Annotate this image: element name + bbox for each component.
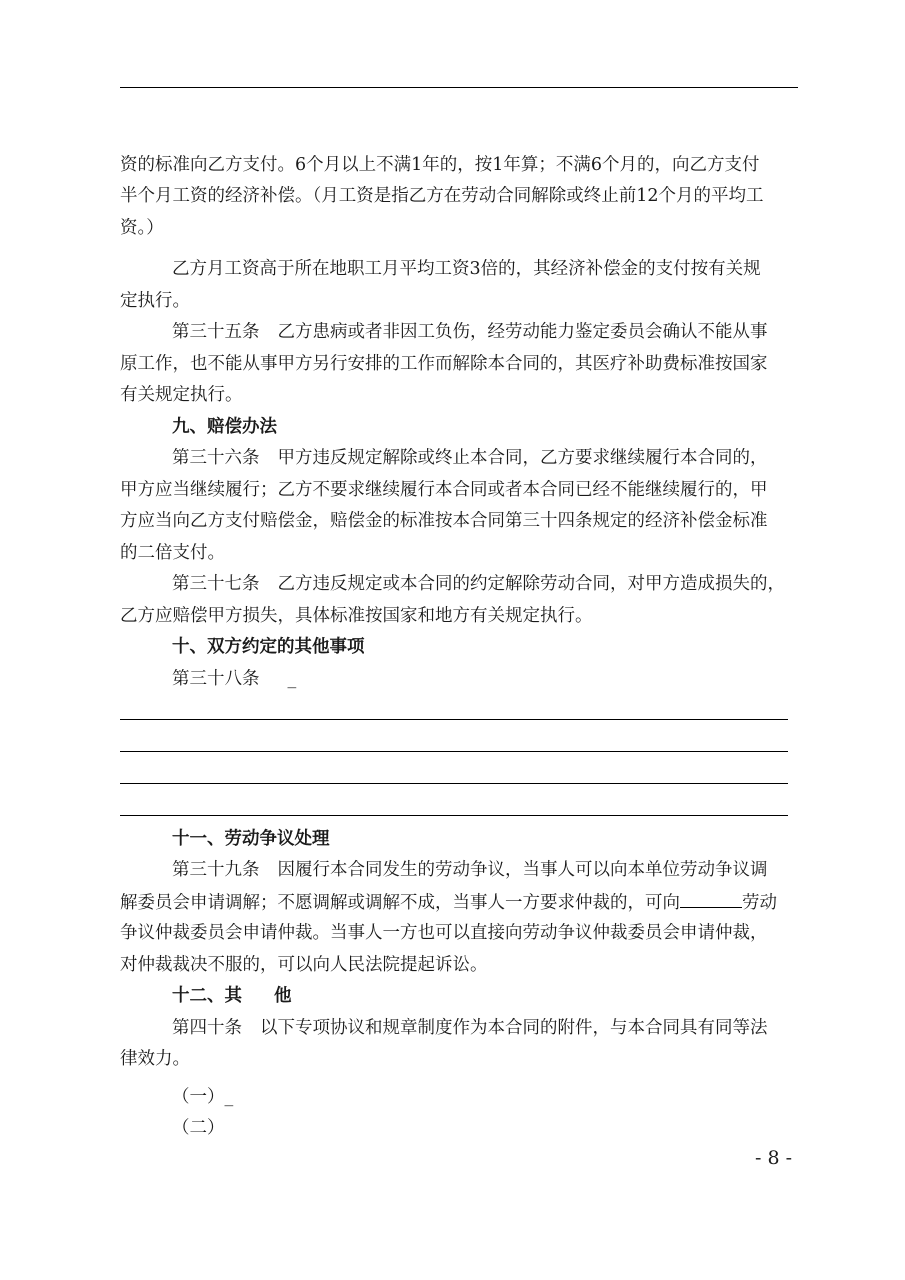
article-36-line: [172, 443, 844, 475]
article-39-text: 解委员会申请调解；不愿调解或调解不成，当事人一方要求仲裁的，可向: [120, 893, 680, 913]
fill-in-line: [120, 815, 788, 816]
article-40-text: 以下专项协议和规章制度作为本合同的附件，与本合同具有同等法: [260, 1018, 768, 1038]
annex-item-1: （一）_: [172, 1087, 234, 1107]
arbitration-venue-blank: [680, 887, 742, 908]
paragraph-line: 方应当向乙方支付赔偿金，赔偿金的标准按本合同第三十四条规定的经济补偿金标准: [120, 511, 768, 531]
paragraph-line: 的二倍支付。: [120, 543, 225, 563]
paragraph-line: 乙方应赔偿甲方损失，具体标准按国家和地方有关规定执行。: [120, 606, 593, 626]
section-12-heading: [172, 981, 844, 1013]
article-38-number: 第三十八条: [172, 669, 260, 689]
article-37-text: 乙方违反规定或本合同的约定解除劳动合同，对甲方造成损失的，: [277, 574, 785, 594]
fill-in-line: [120, 719, 788, 720]
article-39-line-2: [120, 887, 792, 920]
article-37-number: 第三十七条: [172, 574, 260, 594]
paragraph-line: 对仲裁裁决不服的，可以向人民法院提起诉讼。: [120, 955, 488, 975]
article-40-number: 第四十条: [172, 1018, 242, 1038]
article-35-line: [172, 317, 844, 349]
paragraph-line: 有关规定执行。: [120, 385, 243, 405]
article-40-line: [172, 1013, 844, 1045]
article-39-text: 劳动: [742, 893, 777, 913]
paragraph-line: 资的标准向乙方支付。6个月以上不满1年的，按1年算；不满6个月的，向乙方支付: [120, 155, 760, 175]
article-36-number: 第三十六条: [172, 448, 260, 468]
article-36-text: 甲方违反规定解除或终止本合同，乙方要求继续履行本合同的，: [277, 448, 768, 468]
article-35-text: 乙方患病或者非因工负伤，经劳动能力鉴定委员会确认不能从事: [277, 322, 768, 342]
section-11-heading: 十一、劳动争议处理: [172, 829, 330, 849]
paragraph-line: 半个月工资的经济补偿。（月工资是指乙方在劳动合同解除或终止前12个月的平均工: [120, 186, 764, 206]
fill-in-line: [120, 783, 788, 784]
paragraph-line: 定执行。: [120, 291, 190, 311]
section-10-heading: 十、双方约定的其他事项: [172, 637, 365, 657]
page-number: - 8 -: [755, 1147, 793, 1169]
paragraph-line: 乙方月工资高于所在地职工月平均工资3倍的，其经济补偿金的支付按有关规: [172, 259, 761, 279]
section-9-heading: 九、赔偿办法: [172, 417, 277, 437]
section-12-heading-a: 十二、其: [172, 986, 242, 1006]
annex-item-2: （二）: [172, 1118, 225, 1138]
article-35-number: 第三十五条: [172, 322, 260, 342]
paragraph-line: 原工作，也不能从事甲方另行安排的工作而解除本合同的，其医疗补助费标准按国家: [120, 354, 768, 374]
section-12-heading-b: 他: [274, 986, 292, 1006]
paragraph-line: 资。）: [120, 218, 164, 238]
header-rule: [120, 87, 798, 88]
article-39-line: [172, 855, 844, 887]
article-39-text: 因履行本合同发生的劳动争议，当事人可以向本单位劳动争议调: [277, 860, 768, 880]
article-38-blank: _: [287, 669, 297, 689]
article-38-line: [172, 664, 844, 696]
article-39-number: 第三十九条: [172, 860, 260, 880]
article-37-line: [172, 569, 844, 601]
paragraph-line: 律效力。: [120, 1049, 190, 1069]
fill-in-line: [120, 751, 788, 752]
paragraph-line: 甲方应当继续履行；乙方不要求继续履行本合同或者本合同已经不能继续履行的，甲: [120, 480, 768, 500]
paragraph-line: 争议仲裁委员会申请仲裁。当事人一方也可以直接向劳动争议仲裁委员会申请仲裁，: [120, 923, 768, 943]
